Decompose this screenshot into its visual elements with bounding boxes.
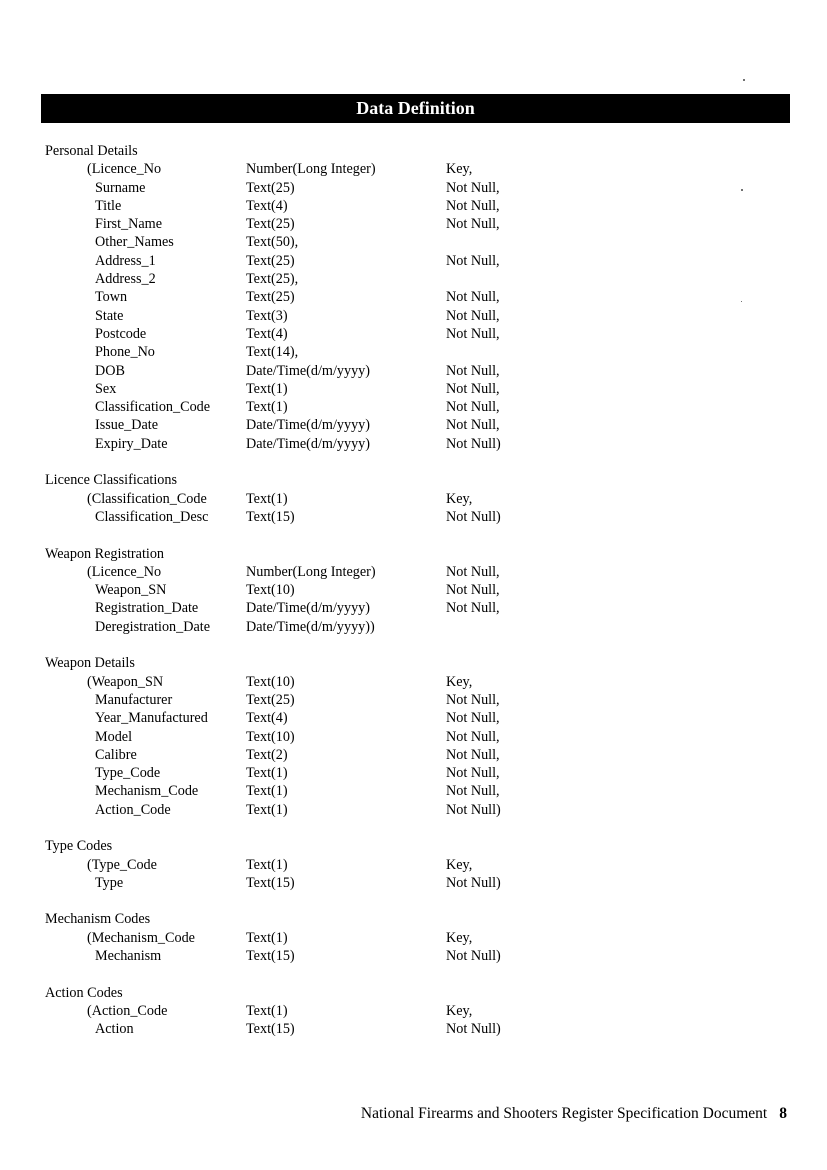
field-row [45, 581, 785, 599]
table-definition [45, 654, 785, 819]
field-name: Surname [95, 179, 146, 196]
field-constraint: Not Null, [446, 325, 500, 342]
field-name: Address_2 [95, 271, 156, 288]
field-constraint: Not Null, [446, 197, 500, 214]
field-name: Action [95, 1021, 134, 1038]
field-type: Text(10) [246, 582, 295, 599]
field-row [45, 599, 785, 617]
field-name: Issue_Date [95, 417, 159, 434]
field-row [45, 490, 785, 508]
field-row [45, 874, 785, 892]
field-type: Text(25), [246, 271, 299, 288]
field-row [45, 288, 785, 306]
field-constraint: Not Null, [446, 179, 500, 196]
field-type: Text(4) [246, 710, 288, 727]
field-name: Calibre [95, 746, 137, 763]
field-type: Text(25) [246, 289, 295, 306]
field-row [45, 307, 785, 325]
field-constraint: Not Null, [446, 216, 500, 233]
field-row [45, 197, 785, 215]
field-row [45, 1020, 785, 1038]
field-name: Mechanism [95, 948, 162, 965]
field-constraint: Not Null) [446, 1021, 501, 1038]
field-row [45, 801, 785, 819]
field-type: Date/Time(d/m/yyyy) [246, 417, 371, 434]
field-constraint: Key, [446, 1002, 473, 1019]
table-definition [45, 545, 785, 636]
data-definition-content [45, 142, 785, 1057]
scan-speck [741, 301, 742, 302]
field-type: Text(2) [246, 746, 288, 763]
field-type: Text(1) [246, 765, 288, 782]
field-row [45, 179, 785, 197]
field-row [45, 764, 785, 782]
field-name: DOB [95, 362, 125, 379]
field-name: Model [95, 728, 133, 745]
field-constraint: Not Null, [446, 563, 500, 580]
field-row [45, 416, 785, 434]
field-row [45, 398, 785, 416]
field-type: Text(1) [246, 1002, 288, 1019]
field-row [45, 380, 785, 398]
field-row [45, 746, 785, 764]
field-row [45, 563, 785, 581]
field-name: Type [95, 874, 124, 891]
field-type: Text(1) [246, 929, 288, 946]
page-title: Data Definition [41, 94, 790, 123]
field-name: Deregistration_Date [95, 618, 211, 635]
field-row [45, 343, 785, 361]
field-constraint: Not Null, [446, 380, 500, 397]
table-name: Weapon Details [45, 655, 135, 672]
field-row [45, 1002, 785, 1020]
field-constraint: Not Null) [446, 874, 501, 891]
field-row [45, 709, 785, 727]
field-name: Year_Manufactured [95, 710, 208, 727]
field-name: (Action_Code [87, 1002, 168, 1019]
field-row [45, 728, 785, 746]
footer-text: National Firearms and Shooters Register Specification Document [360, 1105, 768, 1122]
field-type: Text(25) [246, 252, 295, 269]
field-row [45, 947, 785, 965]
table-name: Action Codes [45, 984, 123, 1001]
field-name: (Weapon_SN [87, 673, 164, 690]
field-type: Number(Long Integer) [246, 161, 376, 178]
field-name: Type_Code [95, 765, 161, 782]
field-type: Text(15) [246, 874, 295, 891]
field-type: Text(1) [246, 399, 288, 416]
field-constraint: Key, [446, 856, 473, 873]
field-row [45, 929, 785, 947]
field-constraint: Not Null, [446, 582, 500, 599]
field-name: (Mechanism_Code [87, 929, 195, 946]
field-name: Mechanism_Code [95, 783, 199, 800]
field-type: Text(1) [246, 801, 288, 818]
field-name: Manufacturer [95, 691, 173, 708]
field-type: Text(10) [246, 673, 295, 690]
field-name: (Type_Code [87, 856, 157, 873]
field-type: Date/Time(d/m/yyyy) [246, 435, 371, 452]
page-number: 8 [779, 1105, 787, 1122]
table-name: Personal Details [45, 143, 138, 159]
field-constraint: Not Null) [446, 801, 501, 818]
field-type: Text(1) [246, 856, 288, 873]
field-type: Text(25) [246, 691, 295, 708]
table-definition [45, 837, 785, 892]
field-constraint: Not Null, [446, 252, 500, 269]
field-name: Weapon_SN [95, 582, 167, 599]
field-name: Classification_Code [95, 399, 211, 416]
field-type: Date/Time(d/m/yyyy) [246, 600, 371, 617]
field-row [45, 782, 785, 800]
field-type: Text(14), [246, 344, 299, 361]
field-name: Sex [95, 380, 117, 397]
field-name: (Licence_No [87, 563, 162, 580]
field-constraint: Not Null, [446, 362, 500, 379]
field-type: Text(1) [246, 490, 288, 507]
field-row [45, 252, 785, 270]
field-name: State [95, 307, 124, 324]
field-type: Text(25) [246, 216, 295, 233]
field-type: Date/Time(d/m/yyyy)) [246, 618, 375, 635]
table-name: Mechanism Codes [45, 911, 151, 928]
field-name: Address_1 [95, 252, 156, 269]
field-row [45, 673, 785, 691]
scan-speck [743, 79, 745, 81]
field-row [45, 691, 785, 709]
field-constraint: Not Null, [446, 728, 500, 745]
field-name: Title [95, 197, 122, 214]
field-constraint: Not Null) [446, 508, 501, 525]
field-name: Town [95, 289, 128, 306]
field-constraint: Not Null) [446, 435, 501, 452]
field-row [45, 618, 785, 636]
table-name: Type Codes [45, 838, 113, 855]
field-row [45, 362, 785, 380]
field-name: Phone_No [95, 344, 155, 361]
field-constraint: Not Null, [446, 399, 500, 416]
field-type: Text(15) [246, 948, 295, 965]
field-type: Text(10) [246, 728, 295, 745]
field-row [45, 160, 785, 178]
field-constraint: Key, [446, 929, 473, 946]
field-constraint: Not Null, [446, 417, 500, 434]
field-type: Date/Time(d/m/yyyy) [246, 362, 371, 379]
field-row [45, 233, 785, 251]
field-constraint: Key, [446, 673, 473, 690]
field-name: (Licence_No [87, 161, 162, 178]
table-definition [45, 984, 785, 1039]
field-constraint: Not Null, [446, 746, 500, 763]
field-constraint: Key, [446, 161, 473, 178]
field-constraint: Not Null, [446, 289, 500, 306]
field-constraint: Not Null, [446, 783, 500, 800]
field-row [45, 215, 785, 233]
field-constraint: Not Null, [446, 691, 500, 708]
table-definition [45, 910, 785, 965]
table-definition [45, 142, 785, 453]
table-name: Licence Classifications [45, 472, 177, 489]
field-name: Postcode [95, 325, 147, 342]
table-definition [45, 471, 785, 526]
field-row [45, 508, 785, 526]
field-name: (Classification_Code [87, 490, 207, 507]
field-row [45, 435, 785, 453]
field-type: Text(1) [246, 783, 288, 800]
field-constraint: Not Null, [446, 600, 500, 617]
page-footer [361, 1105, 787, 1123]
field-type: Text(3) [246, 307, 288, 324]
field-type: Text(15) [246, 1021, 295, 1038]
field-name: First_Name [95, 216, 162, 233]
table-name: Weapon Registration [45, 545, 165, 562]
field-name: Other_Names [95, 234, 174, 251]
field-type: Text(4) [246, 197, 288, 214]
field-type: Number(Long Integer) [246, 563, 376, 580]
field-name: Registration_Date [95, 600, 199, 617]
field-row [45, 325, 785, 343]
field-row [45, 270, 785, 288]
field-constraint: Not Null, [446, 710, 500, 727]
field-type: Text(50), [246, 234, 299, 251]
field-constraint: Not Null, [446, 765, 500, 782]
field-type: Text(15) [246, 508, 295, 525]
field-name: Expiry_Date [95, 435, 168, 452]
scan-speck [741, 189, 743, 191]
field-constraint: Key, [446, 490, 473, 507]
field-constraint: Not Null) [446, 948, 501, 965]
field-name: Classification_Desc [95, 508, 209, 525]
field-row [45, 856, 785, 874]
field-type: Text(1) [246, 380, 288, 397]
field-type: Text(25) [246, 179, 295, 196]
field-constraint: Not Null, [446, 307, 500, 324]
field-name: Action_Code [95, 801, 171, 818]
field-type: Text(4) [246, 325, 288, 342]
